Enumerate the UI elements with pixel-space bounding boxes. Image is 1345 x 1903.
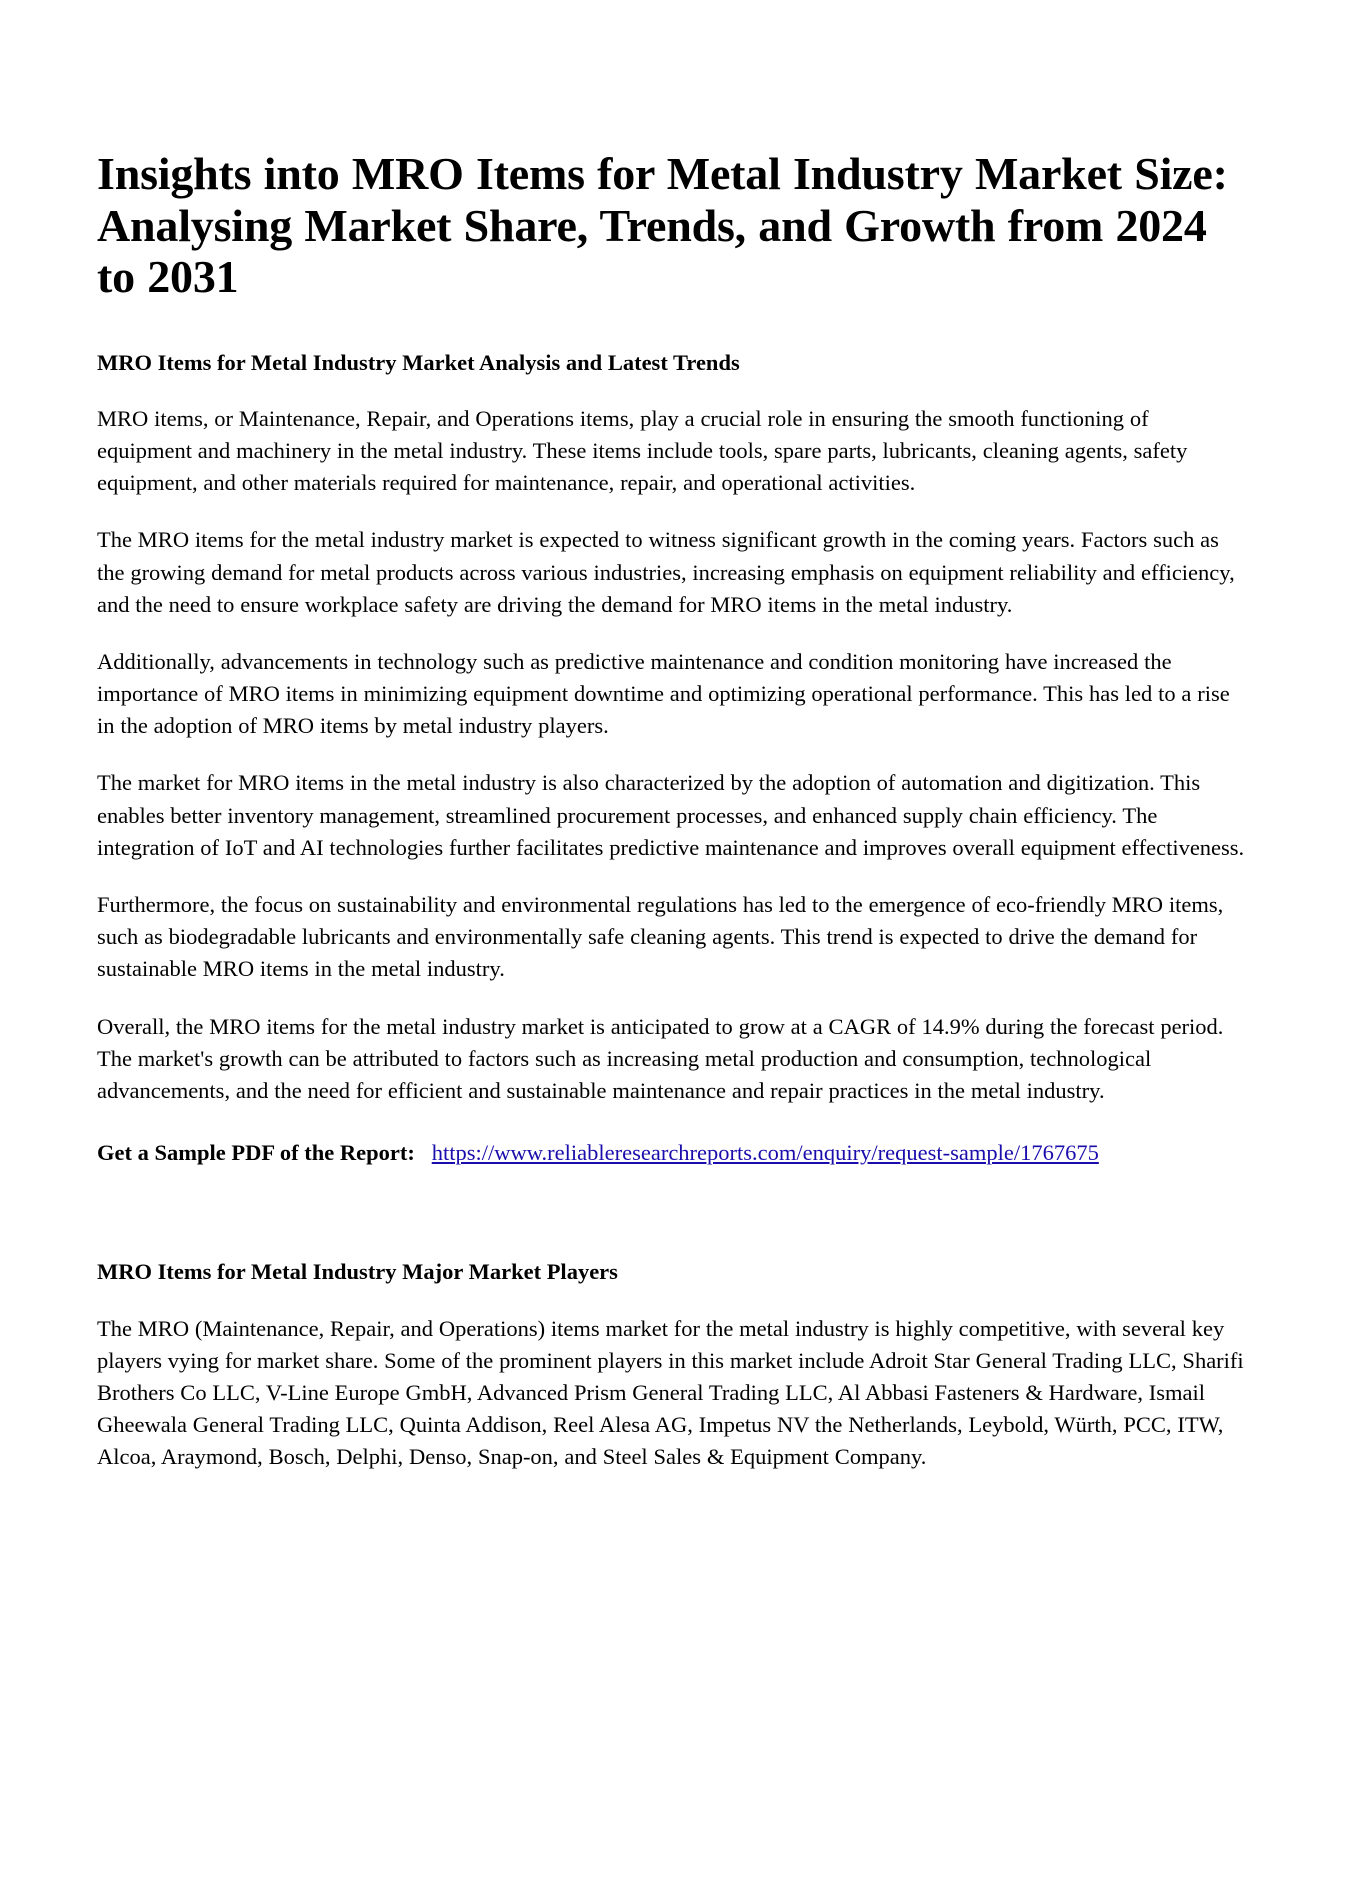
section-heading-major-players: MRO Items for Metal Industry Major Market Players bbox=[97, 1259, 618, 1285]
paragraph-growth-outlook: The MRO items for the metal industry market is expected to witness significant growth in the coming years. Factors such as the growing demand for metal products across various industries, increasing emphasis on equipment reliability and efficiency, and the need to ensure workplace safety are driving the demand for MRO items in the metal industry. bbox=[97, 527, 1235, 617]
sample-pdf-line bbox=[97, 1107, 1245, 1169]
sample-pdf-label: Get a Sample PDF of the Report: bbox=[97, 1140, 415, 1166]
paragraph-major-players: The MRO (Maintenance, Repair, and Operations) items market for the metal industry is highly competitive, with several key players vying for market share. Some of the prominent players in this market include Adroit Star General Trading LLC, Sharifi Brothers Co LLC, V-Line Europe GmbH, Advanced Prism General Trading LLC, Al Abbasi Fasteners & Hardware, Ismail Gheewala General Trading LLC, Quinta Addison, Reel Alesa AG, Impetus NV the Netherlands, Leybold, Würth, PCC, ITW, Alcoa, Araymond, Bosch, Delphi, Denso, Snap-on, and Steel Sales & Equipment Company. bbox=[97, 1315, 1244, 1470]
page-title: Insights into MRO Items for Metal Industry Market Size: Analysing Market Share, Trends, and Growth from 2024 to 2031 bbox=[97, 148, 1228, 303]
request-sample-link[interactable]: https://www.reliableresearchreports.com/enquiry/request-sample/1767675 bbox=[431, 1140, 1099, 1166]
paragraph-cagr-summary: Overall, the MRO items for the metal industry market is anticipated to grow at a CAGR of 14.9% during the forecast period. The market's growth can be attributed to factors such as increasing metal production and consumption, technological advancements, and the need for efficient and sustainable maintenance and repair practices in the metal industry. bbox=[97, 1013, 1224, 1103]
link-spacer bbox=[420, 1140, 431, 1165]
section-heading-analysis: MRO Items for Metal Industry Market Analysis and Latest Trends bbox=[97, 349, 740, 375]
section-spacer bbox=[97, 1169, 1245, 1197]
paragraph-technology: Additionally, advancements in technology such as predictive maintenance and condition monitoring have increased the importance of MRO items in minimizing equipment downtime and optimizing operational performance. This has led to a rise in the adoption of MRO items by metal industry players. bbox=[97, 648, 1230, 739]
paragraph-sustainability: Furthermore, the focus on sustainability and environmental regulations has led to the emergence of eco-friendly MRO items, such as biodegradable lubricants and environmentally safe cleaning agents. This trend is expected to drive the demand for sustainable MRO items in the metal industry. bbox=[97, 891, 1224, 982]
paragraph-intro: MRO items, or Maintenance, Repair, and Operations items, play a crucial role in ensuring the smooth functioning of equipment and machinery in the metal industry. These items include tools, spare parts, lubricants, cleaning agents, safety equipment, and other materials required for maintenance, repair, and operational activities. bbox=[97, 405, 1188, 496]
paragraph-automation: The market for MRO items in the metal industry is also characterized by the adoption of automation and digitization. This enables better inventory management, streamlined procurement processes, and enhanced supply chain efficiency. The integration of IoT and AI technologies further facilitates predictive maintenance and improves overall equipment effectiveness. bbox=[97, 770, 1245, 860]
